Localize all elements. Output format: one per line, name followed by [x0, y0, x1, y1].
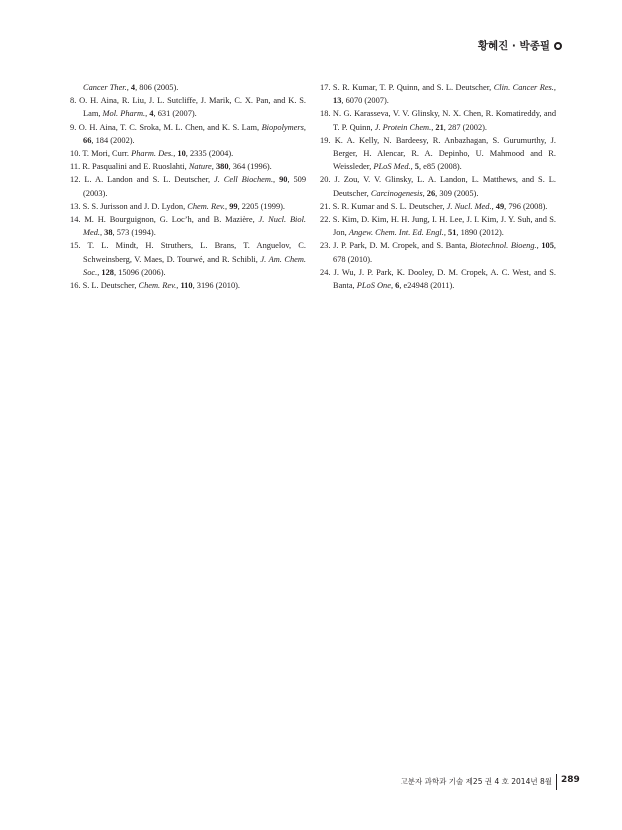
reference-text: , 309 (2005). [435, 188, 479, 198]
reference-text: J. P. Park, D. M. Cropek, and S. Banta, [333, 241, 470, 251]
reference-text: , 364 (1996). [228, 162, 272, 172]
reference-number: 13. [70, 201, 81, 211]
reference-text: , 796 (2008). [504, 201, 548, 211]
reference-text: , 573 (1994). [112, 228, 156, 238]
reference-text: O. H. Aina, T. C. Sroka, M. L. Chen, and K. S. Lam, [78, 122, 262, 132]
reference-text: , 509 (2003). [83, 175, 307, 198]
reference-number: 12. [70, 175, 81, 185]
reference-text: J. Wu, J. P. Park, K. Dooley, D. M. Cropek, A. C. West, and S. Banta, [333, 267, 556, 291]
reference-volume: 105 [541, 241, 554, 251]
reference-journal: Pharm. Des. [131, 149, 174, 159]
reference-text: S. Kim, D. Kim, H. H. Jung, I. H. Lee, J. I. Kim, J. Y. Suh, and S. Jon, [332, 215, 556, 238]
reference-journal: PLoS One [356, 281, 391, 291]
reference-text: , 287 (2002). [443, 122, 488, 132]
reference-text: , 15096 (2006). [113, 267, 166, 277]
reference-item [70, 239, 306, 279]
reference-item [70, 213, 306, 239]
reference-journal: Clin. Cancer Res. [493, 83, 554, 92]
reference-number: 23. [320, 241, 331, 251]
reference-text: , [97, 267, 102, 277]
reference-number: 8. [70, 96, 77, 106]
references-column-left [70, 81, 306, 292]
reference-text: M. H. Bourguignon, G. Loc’h, and B. Mazière, [84, 215, 259, 225]
reference-journal: Chem. Rev. [187, 201, 226, 211]
reference-volume: 13 [333, 96, 342, 106]
reference-volume: 90 [279, 175, 288, 185]
reference-volume: 380 [215, 162, 229, 172]
reference-text: S. S. Jurisson and J. D. Lydon, [82, 201, 188, 211]
reference-number: 14. [70, 215, 81, 225]
reference-text: S. R. Kumar and S. L. Deutscher, [332, 201, 447, 211]
reference-text: , 806 (2005). [135, 83, 179, 92]
running-header [478, 38, 562, 53]
reference-item [70, 160, 306, 173]
reference-item [320, 213, 556, 239]
reference-item [70, 173, 306, 199]
reference-item [320, 173, 556, 199]
reference-text: , [173, 149, 178, 159]
reference-volume: 4 [149, 109, 154, 119]
reference-volume: 49 [495, 201, 505, 211]
reference-number: 15. [70, 241, 81, 251]
reference-number: 21. [320, 201, 331, 211]
reference-text: S. R. Kumar, T. P. Quinn, and S. L. Deutscher, [332, 83, 494, 92]
reference-text: , [211, 162, 216, 172]
reference-text: , [225, 201, 230, 211]
circle-outline-icon [554, 42, 562, 50]
reference-text: , [553, 83, 556, 92]
reference-item [320, 107, 556, 133]
reference-journal: Biopolymers [261, 122, 304, 132]
reference-text: , 1890 (2012). [456, 228, 504, 238]
reference-text: , [303, 122, 306, 132]
reference-item [70, 121, 306, 147]
reference-journal: J. Am. Chem. Soc. [83, 254, 306, 277]
reference-item [70, 81, 306, 94]
reference-text: T. L. Mindt, H. Struthers, L. Brans, T. Anguelov, C. Schweinsberg, V. Maes, D. Tourwé, and R. Schibli, [83, 241, 306, 264]
reference-number: 11. [70, 162, 81, 172]
reference-item [320, 81, 556, 107]
reference-text: T. Mori, Curr. [82, 149, 132, 159]
reference-text: L. A. Landon and S. L. Deutscher, [84, 175, 215, 185]
footer-divider [556, 774, 557, 790]
reference-text: R. Pasqualini and E. Ruoslahti, [82, 162, 189, 172]
reference-journal: J. Protein Chem. [374, 122, 432, 132]
reference-number: 18. [320, 109, 331, 119]
reference-text: , [390, 281, 396, 291]
reference-text: , [126, 83, 131, 92]
reference-text: , [410, 162, 415, 172]
reference-number: 20. [320, 175, 331, 185]
reference-number: 22. [320, 215, 331, 225]
reference-text: , [145, 109, 150, 119]
reference-text: , [443, 228, 448, 238]
reference-number: 9. [70, 122, 77, 132]
reference-journal: J. Nucl. Biol. Med. [83, 215, 306, 238]
reference-journal: J. Nucl. Med. [446, 201, 492, 211]
reference-text: , 631 (2007). [153, 109, 197, 119]
reference-number: 24. [320, 267, 331, 277]
reference-text: , e85 (2008). [418, 162, 462, 172]
reference-volume: 4 [130, 83, 136, 92]
reference-text: K. A. Kelly, N. Bardeesy, R. Anbazhagan, S. Gurumurthy, J. Berger, H. Alencar, R. A. Depinho, U. Mahmood and R. Weissleder, [333, 135, 556, 172]
page-footer [0, 774, 622, 792]
reference-item [70, 94, 306, 120]
reference-volume: 5 [414, 162, 419, 172]
reference-journal: Mol. Pharm. [102, 109, 146, 119]
reference-text: , [491, 201, 496, 211]
reference-text: , 6070 (2007). [341, 96, 389, 106]
references-column-right [320, 81, 556, 292]
reference-volume: 51 [448, 228, 457, 238]
reference-text: , [422, 188, 427, 198]
footer-journal: 고분자 과학과 기술 제25 권 4 호 2014년 8월 [400, 777, 552, 786]
reference-journal: Carcinogenesis [370, 188, 423, 198]
reference-journal: Cancer Ther. [83, 83, 127, 92]
reference-item [320, 266, 556, 292]
page-number: 289 [561, 775, 580, 785]
reference-volume: 10 [177, 149, 186, 159]
reference-text: , 184 (2002). [91, 135, 135, 145]
reference-volume: 128 [101, 267, 114, 277]
reference-text: , 2335 (2004). [185, 149, 234, 159]
reference-text: , 3196 (2010). [192, 281, 241, 291]
reference-text: , 678 (2010). [333, 241, 556, 264]
reference-item [320, 134, 556, 174]
reference-item [320, 200, 556, 213]
reference-text: , [273, 175, 280, 185]
reference-text: N. G. Karasseva, V. V. Glinsky, N. X. Chen, R. Komatireddy, and T. P. Quinn, [332, 109, 557, 132]
reference-volume: 26 [426, 188, 436, 198]
reference-text: , [536, 241, 542, 251]
reference-journal: Nature [188, 162, 212, 172]
reference-volume: 6 [395, 281, 400, 291]
reference-item [320, 239, 556, 265]
reference-volume: 66 [83, 135, 92, 145]
reference-number: 16. [70, 281, 81, 291]
reference-text: , e24948 (2011). [399, 281, 455, 291]
reference-journal: J. Cell Biochem. [214, 175, 274, 185]
reference-number: 10. [70, 149, 81, 159]
reference-volume: 21 [435, 122, 444, 132]
reference-text: O. H. Aina, R. Liu, J. L. Sutcliffe, J. Marik, C. X. Pan, and K. S. Lam, [79, 96, 306, 119]
reference-text: , 2205 (1999). [237, 201, 286, 211]
reference-text: J. Zou, V. V. Glinsky, L. A. Landon, L. Matthews, and S. L. Deutscher, [333, 175, 557, 198]
reference-text: , [431, 122, 436, 132]
header-authors: 황혜진 · 박종필 [477, 40, 550, 52]
reference-item [70, 279, 306, 292]
reference-volume: 38 [104, 228, 113, 238]
reference-journal: Chem. Rev. [138, 281, 177, 291]
reference-volume: 99 [229, 201, 238, 211]
reference-number: 17. [320, 83, 331, 92]
reference-journal: Angew. Chem. Int. Ed. Engl. [348, 228, 444, 238]
reference-journal: Biotechnol. Bioeng. [469, 241, 537, 251]
reference-text: , [176, 281, 181, 291]
reference-volume: 110 [180, 281, 193, 291]
reference-text: S. L. Deutscher, [82, 281, 139, 291]
reference-journal: PLoS Med. [373, 162, 411, 172]
reference-number: 19. [320, 135, 331, 145]
reference-text: , [99, 228, 105, 238]
reference-item [70, 147, 306, 160]
reference-item [70, 200, 306, 213]
